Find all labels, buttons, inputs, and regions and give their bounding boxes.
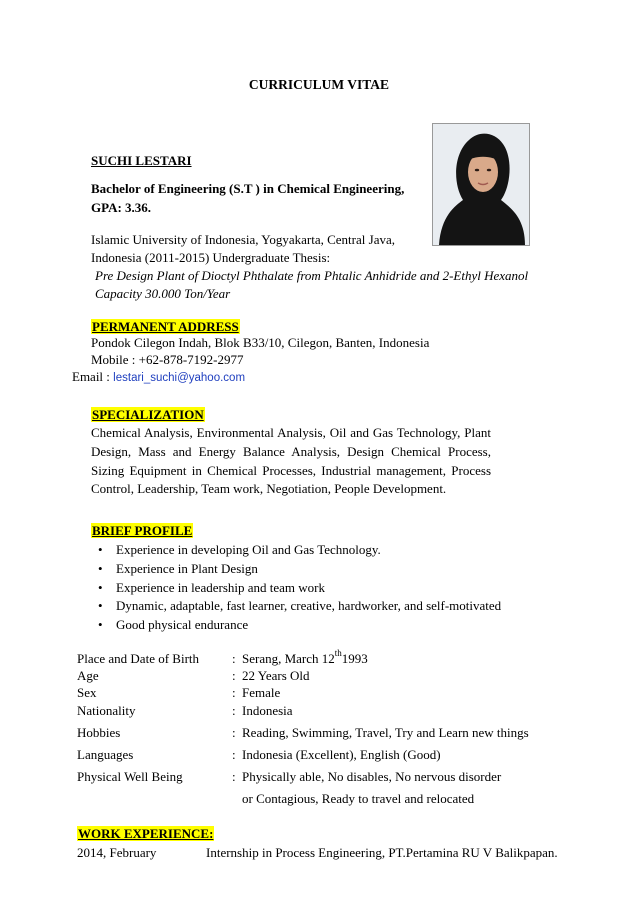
address-heading-text: PERMANENT ADDRESS xyxy=(92,319,239,334)
bullet-icon: • xyxy=(98,579,103,595)
education-line-1: Islamic University of Indonesia, Yogyakarta, Central Java, xyxy=(91,232,395,247)
colon: : xyxy=(232,769,236,784)
email-label: Email : xyxy=(72,369,114,384)
languages-label: Languages xyxy=(77,747,134,762)
specialization-text: Chemical Analysis, Environmental Analysis, Oil and Gas Technology, Plant Design, Mass and Energy Balance Analysis, Design Chemical Process, Sizing Equipment in Chemical Processes, Industrial management, Process Control, Leadership, Team work, Negotiation, People Development. xyxy=(91,425,491,497)
colon: : xyxy=(232,651,236,666)
work-heading-text: WORK EXPERIENCE: xyxy=(78,826,214,841)
sex-label: Sex xyxy=(77,685,97,700)
bullet-icon: • xyxy=(98,560,103,576)
profile-photo xyxy=(432,123,530,246)
specialization-heading xyxy=(91,406,205,424)
hobbies-value: Reading, Swimming, Travel, Try and Learn new things xyxy=(242,725,529,740)
address-line: Pondok Cilegon Indah, Blok B33/10, Cilegon, Banten, Indonesia xyxy=(91,335,430,350)
list-item: • Experience in developing Oil and Gas Technology. xyxy=(92,541,501,560)
colon: : xyxy=(232,725,236,740)
bullet-icon: • xyxy=(98,542,103,557)
education-line-2: Indonesia (2011-2015) Undergraduate Thesis: xyxy=(91,250,331,265)
work-description: Internship in Process Engineering, PT.Pertamina RU V Balikpapan. xyxy=(206,845,558,860)
list-item: • Experience in Plant Design xyxy=(92,560,501,579)
list-item: • Experience in leadership and team work xyxy=(92,579,501,598)
hobbies-label: Hobbies xyxy=(77,725,121,740)
physical-value-2: or Contagious, Ready to travel and relocated xyxy=(242,791,475,806)
specialization-heading-text: SPECIALIZATION xyxy=(92,407,204,422)
birth-value: Serang, March 12th1993 xyxy=(242,648,368,666)
thesis-title-2: Capacity 30.000 Ton/Year xyxy=(95,286,231,301)
profile-heading-text: BRIEF PROFILE xyxy=(92,523,193,538)
age-value: 22 Years Old xyxy=(242,668,310,683)
work-date: 2014, February xyxy=(77,845,157,860)
colon: : xyxy=(232,747,236,762)
list-item: • Good physical endurance xyxy=(92,616,501,635)
thesis-title-1: Pre Design Plant of Dioctyl Phthalate from Phtalic Anhidride and 2-Ethyl Hexanol xyxy=(95,268,529,283)
address-heading xyxy=(91,318,240,336)
physical-value-1: Physically able, No disables, No nervous disorder xyxy=(242,769,502,784)
nationality-value: Indonesia xyxy=(242,703,293,718)
profile-list xyxy=(92,541,501,635)
nationality-label: Nationality xyxy=(77,703,136,718)
document-title: CURRICULUM VITAE xyxy=(248,77,390,92)
work-heading xyxy=(77,825,214,843)
candidate-name: SUCHI LESTARI xyxy=(91,153,192,168)
sex-value: Female xyxy=(242,685,281,700)
colon: : xyxy=(232,685,236,700)
bullet-icon: • xyxy=(98,617,103,633)
languages-value: Indonesia (Excellent), English (Good) xyxy=(242,747,441,762)
email-link[interactable]: lestari_suchi@yahoo.com xyxy=(113,372,246,384)
profile-heading xyxy=(91,522,193,540)
bullet-icon: • xyxy=(98,598,103,614)
email-line xyxy=(72,369,245,385)
birth-label: Place and Date of Birth xyxy=(77,651,200,666)
physical-label: Physical Well Being xyxy=(77,769,183,784)
colon: : xyxy=(232,668,236,683)
list-item: • Dynamic, adaptable, fast learner, creative, hardworker, and self-motivated xyxy=(92,597,501,616)
colon: : xyxy=(232,703,236,718)
age-label: Age xyxy=(77,668,99,683)
degree: Bachelor of Engineering (S.T ) in Chemical Engineering, xyxy=(91,181,405,196)
gpa: GPA: 3.36. xyxy=(91,200,152,215)
mobile-line: Mobile : +62-878-7192-2977 xyxy=(91,352,244,367)
